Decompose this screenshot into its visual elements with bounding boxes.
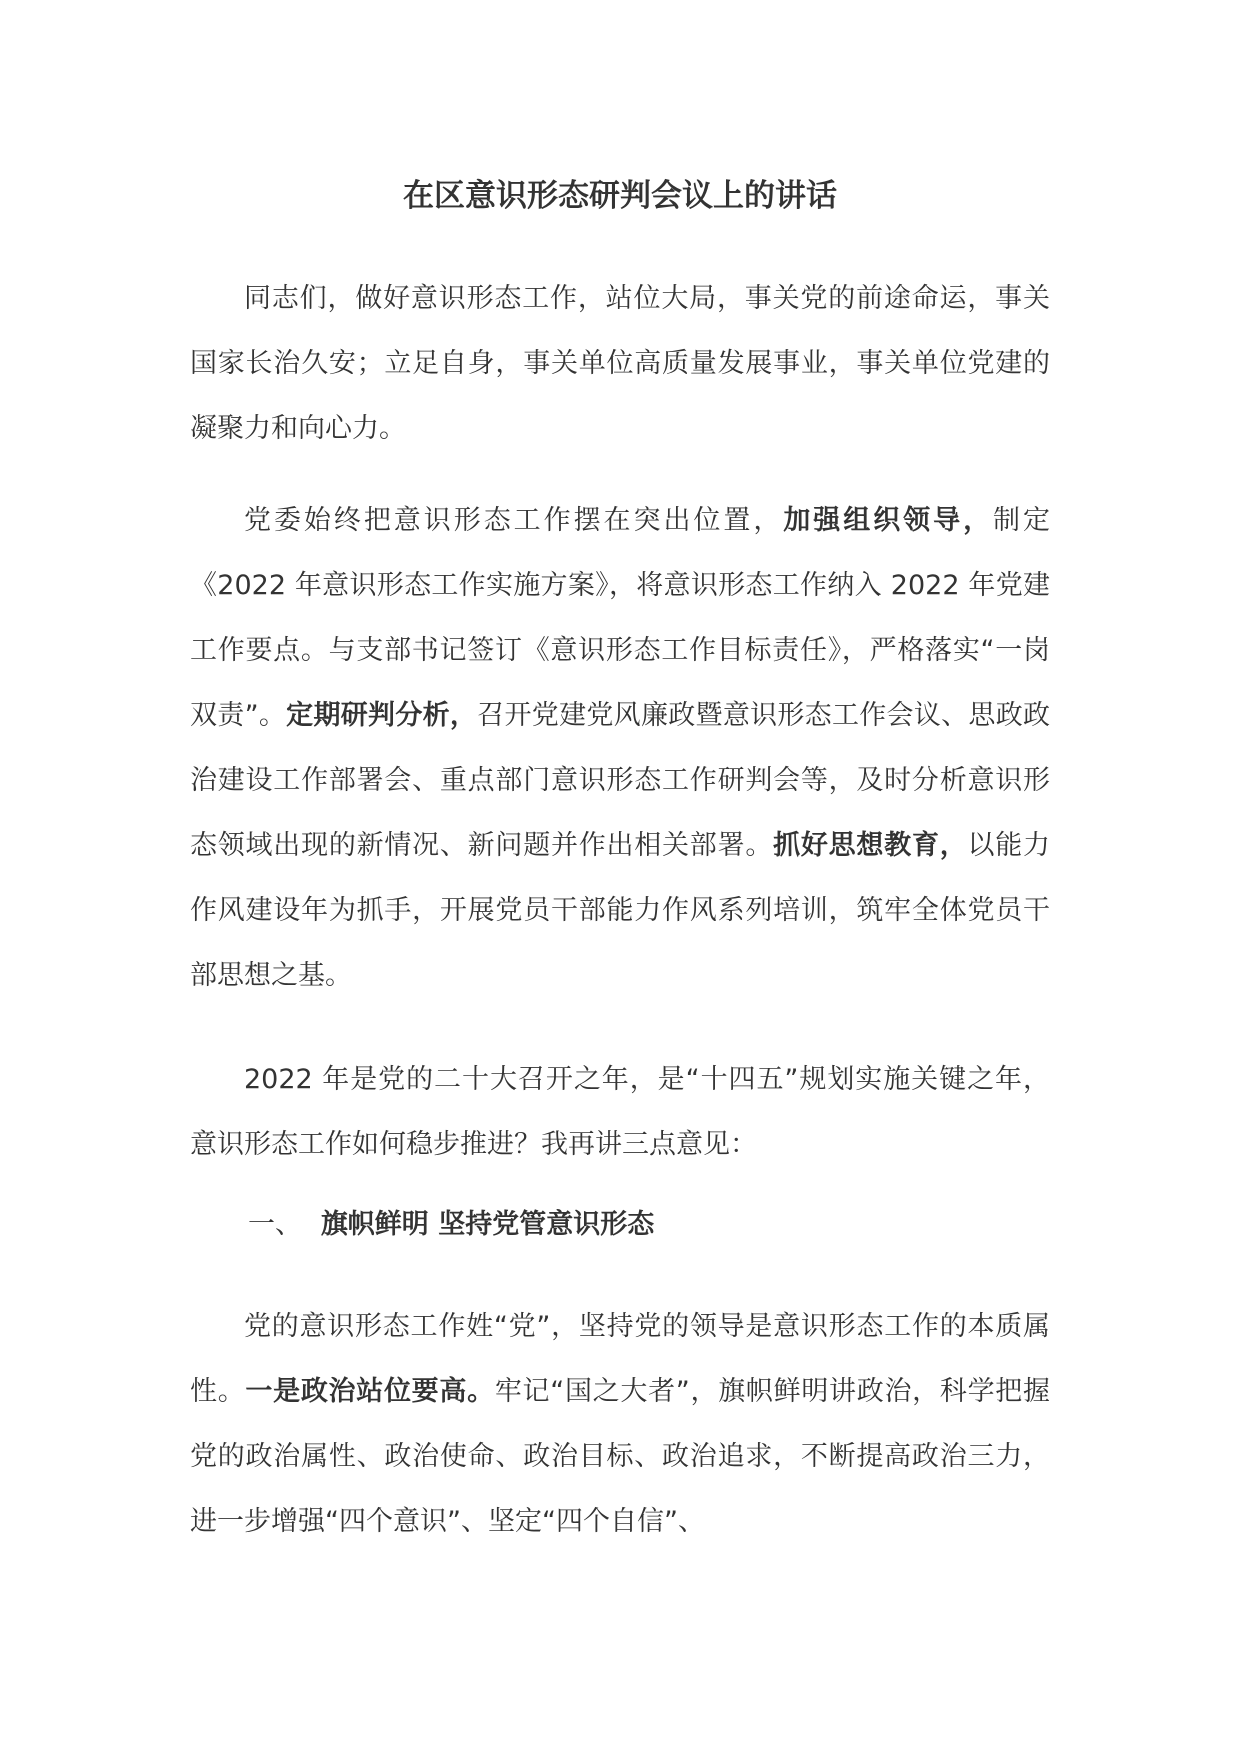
bold-phrase-analysis: 定期研判分析， xyxy=(286,700,478,731)
paragraph-text: 以能力作风建设年为抓手，开展党员干部能力作风系列培训，筑牢全体党员干部思想之基。 xyxy=(190,830,1051,991)
document-title: 在区意识形态研判会议上的讲话 xyxy=(403,178,837,214)
paragraph-text: 党委始终把意识形态工作摆在突出位置， xyxy=(244,505,784,536)
paragraph-intro: 同志们，做好意识形态工作，站位大局，事关党的前途命运，事关国家长治久安；立足自身，事关单位高质量发展事业，事关单位党建的凝聚力和向心力。 xyxy=(190,283,1050,444)
paragraph-text: 牢记“国之大者”，旗帜鲜明讲政治，科学把握党的政治属性、政治使命、政治目标、政治追求，不断提高政治三力，进一步增强“四个意识”、坚定“四个自信”、 xyxy=(190,1376,1051,1537)
section-heading-text: 旗帜鲜明 坚持党管意识形态 xyxy=(320,1209,655,1240)
paragraph-party-leadership xyxy=(190,1294,1050,1554)
paragraph-text: 党的意识形态工作姓“党”，坚持党的领导是意识形态工作的本质属性。 xyxy=(190,1311,1050,1407)
paragraph-party-committee xyxy=(190,488,1050,1008)
bold-phrase-political-stance: 一是政治站位要高。 xyxy=(245,1376,495,1407)
bold-phrase-organization: 加强组织领导， xyxy=(783,505,994,536)
section-number: 一、 xyxy=(248,1209,302,1240)
section-heading-1 xyxy=(248,1205,1048,1245)
paragraph-text: 制定《2022 年意识形态工作实施方案》，将意识形态工作纳入 2022 年党建工作要点。与支部书记签订《意识形态工作目标责任》，严格落实“一岗双责”。 xyxy=(190,505,1051,731)
bold-phrase-education: 抓好思想教育， xyxy=(773,830,968,861)
paragraph-text: 召开党建党风廉政暨意识形态工作会议、思政政治建设工作部署会、重点部门意识形态工作研判会等，及时分析意识形态领域出现的新情况、新问题并作出相关部署。 xyxy=(190,700,1051,861)
paragraph-2022-overview: 2022 年是党的二十大召开之年，是“十四五”规划实施关键之年，意识形态工作如何稳步推进？我再讲三点意见： xyxy=(190,1064,1050,1160)
